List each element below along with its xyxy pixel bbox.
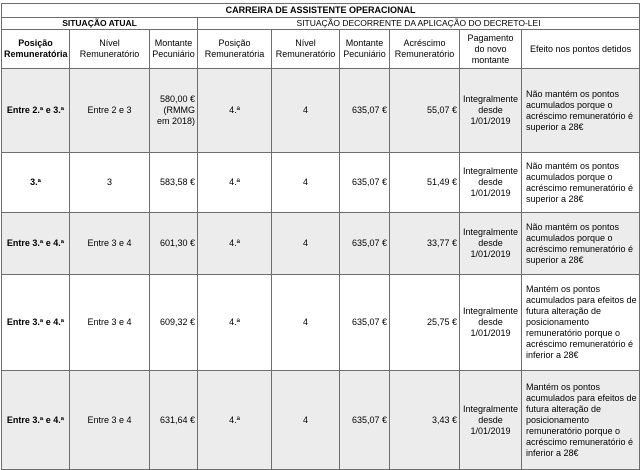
cell-new-level: 4 xyxy=(272,153,340,213)
table-row xyxy=(2,371,640,470)
col-header-payment: Pagamento do novo montante xyxy=(460,30,522,69)
cell-new-position: 4.ª xyxy=(198,69,272,153)
cell-new-amount: 635,07 € xyxy=(340,69,390,153)
cell-new-level: 4 xyxy=(272,275,340,371)
table-title: CARREIRA DE ASSISTENTE OPERACIONAL xyxy=(2,4,640,18)
col-header-amount: Montante Pecuniário xyxy=(150,30,198,69)
cell-level: Entre 3 e 4 xyxy=(70,213,150,275)
cell-effect: Não mantém os pontos acumulados porque o acréscimo remuneratório é superior a 28€ xyxy=(522,153,640,213)
section-current: SITUAÇÃO ATUAL xyxy=(2,18,198,30)
section-new: SITUAÇÃO DECORRENTE DA APLICAÇÃO DO DECRETO-LEI xyxy=(198,18,640,30)
cell-payment: Integralmente desde 1/01/2019 xyxy=(460,69,522,153)
cell-amount: 583,58 € xyxy=(150,153,198,213)
cell-increase: 3,43 € xyxy=(390,371,460,470)
cell-payment: Integralmente desde 1/01/2019 xyxy=(460,275,522,371)
cell-position: Entre 3.ª e 4.ª xyxy=(2,275,70,371)
cell-new-amount: 635,07 € xyxy=(340,213,390,275)
cell-new-level: 4 xyxy=(272,371,340,470)
cell-effect: Não mantém os pontos acumulados porque o acréscimo remuneratório é superior a 28€ xyxy=(522,213,640,275)
cell-increase: 51,49 € xyxy=(390,153,460,213)
col-header-new-amount: Montante Pecuniário xyxy=(340,30,390,69)
cell-new-position: 4.ª xyxy=(198,275,272,371)
cell-new-position: 4.ª xyxy=(198,153,272,213)
cell-amount: 580,00 € (RMMG em 2018) xyxy=(150,69,198,153)
cell-new-amount: 635,07 € xyxy=(340,153,390,213)
cell-increase: 55,07 € xyxy=(390,69,460,153)
col-header-increase: Acréscimo Remuneratório xyxy=(390,30,460,69)
table-row xyxy=(2,153,640,213)
col-header-new-level: Nível Remuneratório xyxy=(272,30,340,69)
cell-effect: Mantém os pontos acumulados para efeitos de futura alteração de posicionamento remuneratório porque o acréscimo remuneratório é inferior a 28€ xyxy=(522,275,640,371)
cell-level: Entre 3 e 4 xyxy=(70,371,150,470)
cell-level: Entre 3 e 4 xyxy=(70,275,150,371)
cell-level: Entre 2 e 3 xyxy=(70,69,150,153)
cell-new-position: 4.ª xyxy=(198,213,272,275)
cell-new-level: 4 xyxy=(272,213,340,275)
table-row xyxy=(2,213,640,275)
cell-effect: Não mantém os pontos acumulados porque o acréscimo remuneratório é superior a 28€ xyxy=(522,69,640,153)
col-header-effect: Efeito nos pontos detidos xyxy=(522,30,640,69)
cell-increase: 33,77 € xyxy=(390,213,460,275)
col-header-new-position: Posição Remuneratória xyxy=(198,30,272,69)
cell-position: Entre 3.ª e 4.ª xyxy=(2,371,70,470)
cell-new-amount: 635,07 € xyxy=(340,275,390,371)
cell-payment: Integralmente desde 1/01/2019 xyxy=(460,213,522,275)
cell-level: 3 xyxy=(70,153,150,213)
table-row xyxy=(2,275,640,371)
cell-payment: Integralmente desde 1/01/2019 xyxy=(460,153,522,213)
cell-new-level: 4 xyxy=(272,69,340,153)
cell-new-amount: 635,07 € xyxy=(340,371,390,470)
cell-amount: 601,30 € xyxy=(150,213,198,275)
career-table xyxy=(1,3,640,470)
cell-new-position: 4.ª xyxy=(198,371,272,470)
cell-amount: 609,32 € xyxy=(150,275,198,371)
cell-position: Entre 2.ª e 3.ª xyxy=(2,69,70,153)
cell-amount: 631,64 € xyxy=(150,371,198,470)
table-row xyxy=(2,69,640,153)
col-header-level: Nível Remuneratório xyxy=(70,30,150,69)
cell-increase: 25,75 € xyxy=(390,275,460,371)
cell-position: Entre 3.ª e 4.ª xyxy=(2,213,70,275)
cell-position: 3.ª xyxy=(2,153,70,213)
col-header-position: Posição Remuneratória xyxy=(2,30,70,69)
cell-effect: Mantém os pontos acumulados para efeitos de futura alteração de posicionamento remuneratório porque o acréscimo remuneratório é inferior a 28€ xyxy=(522,371,640,470)
cell-payment: Integralmente desde 1/01/2019 xyxy=(460,371,522,470)
